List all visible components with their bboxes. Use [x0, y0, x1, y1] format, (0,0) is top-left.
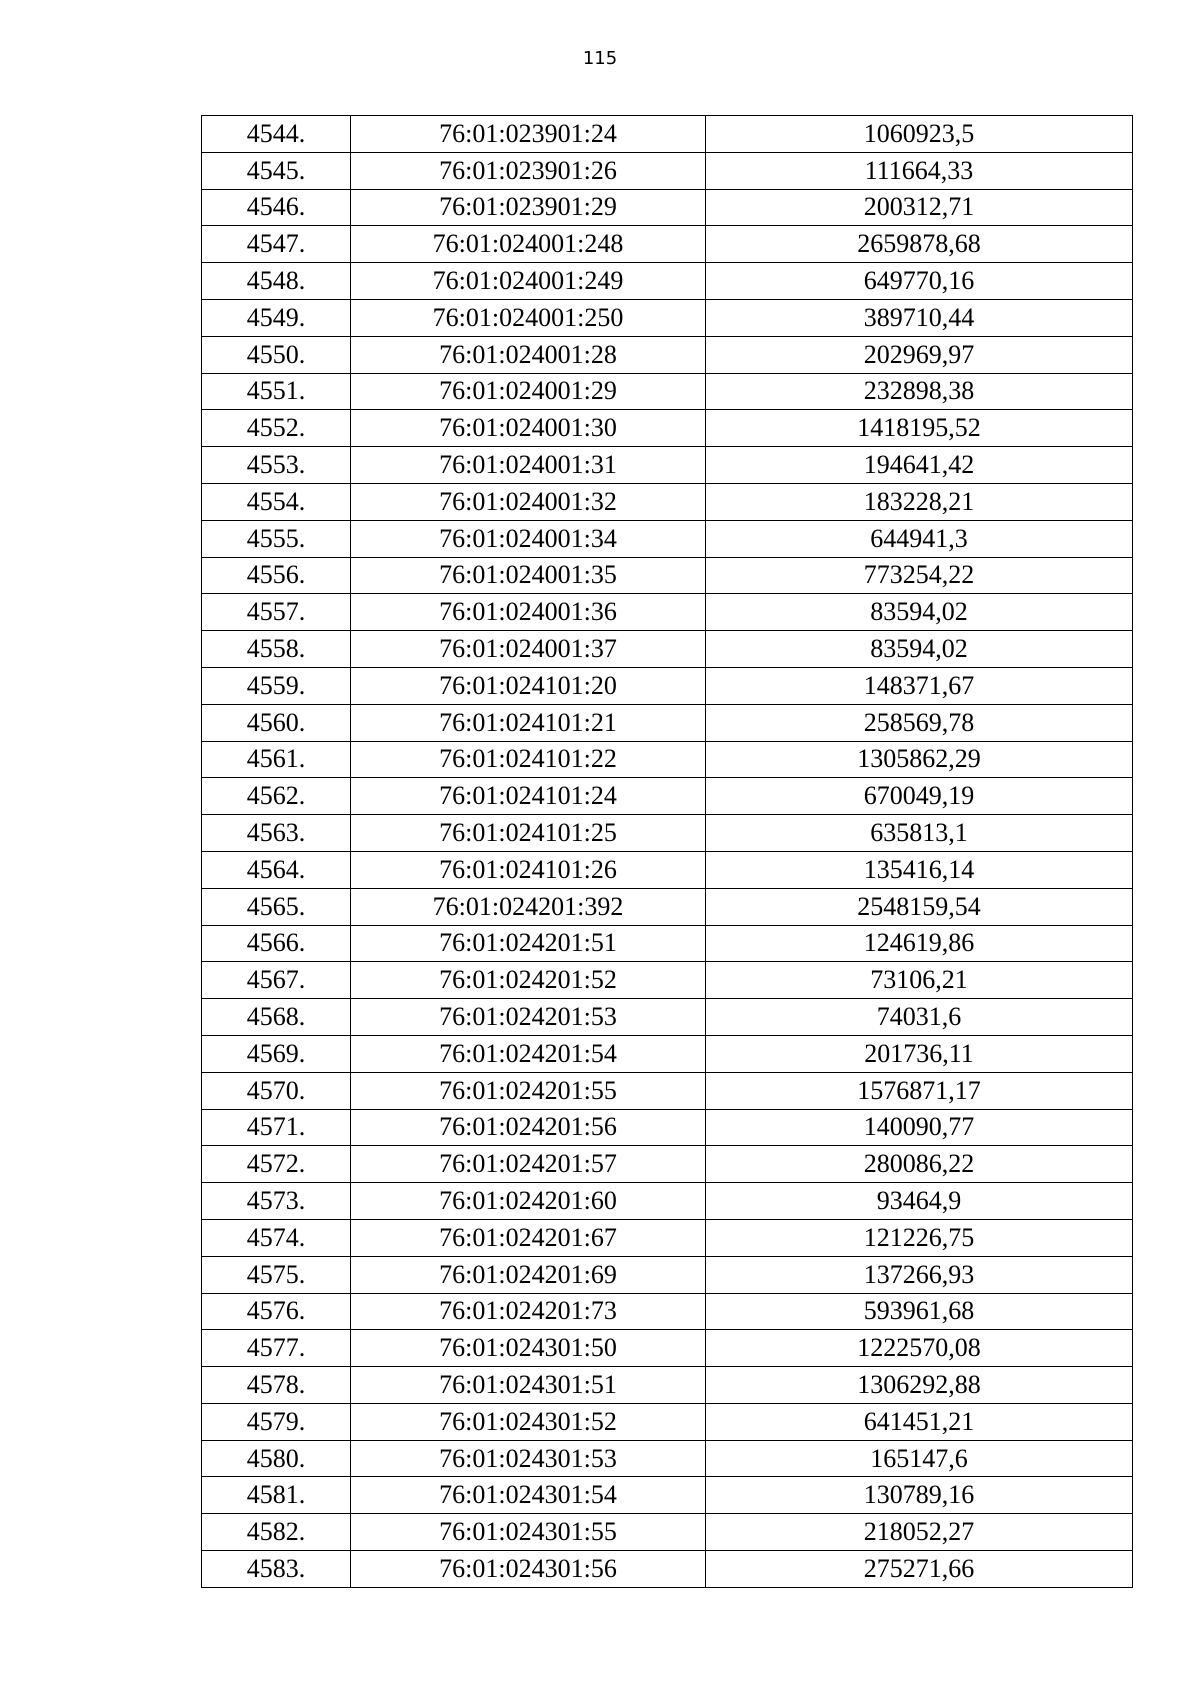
cadastral-number-cell: 76:01:024301:52 [351, 1403, 706, 1440]
table-row [202, 1514, 1133, 1551]
cadastral-value-cell: 644941,3 [706, 520, 1133, 557]
table-row [202, 447, 1133, 484]
cadastral-value-cell: 148371,67 [706, 667, 1133, 704]
row-number-cell: 4563. [202, 815, 351, 852]
cadastral-number-cell: 76:01:024201:55 [351, 1072, 706, 1109]
table-row [202, 410, 1133, 447]
table-body [202, 116, 1133, 1588]
cadastral-number-cell: 76:01:024301:56 [351, 1551, 706, 1588]
cadastral-number-cell: 76:01:024201:392 [351, 888, 706, 925]
cadastral-number-cell: 76:01:024201:57 [351, 1146, 706, 1183]
cadastral-number-cell: 76:01:024101:21 [351, 704, 706, 741]
table-row [202, 336, 1133, 373]
row-number-cell: 4562. [202, 778, 351, 815]
row-number-cell: 4558. [202, 631, 351, 668]
cadastral-number-cell: 76:01:024201:69 [351, 1256, 706, 1293]
table-row [202, 1440, 1133, 1477]
cadastral-value-cell: 111664,33 [706, 152, 1133, 189]
row-number-cell: 4573. [202, 1183, 351, 1220]
cadastral-value-cell: 83594,02 [706, 594, 1133, 631]
cadastral-number-cell: 76:01:024301:51 [351, 1367, 706, 1404]
row-number-cell: 4568. [202, 999, 351, 1036]
table-row [202, 704, 1133, 741]
table-row [202, 299, 1133, 336]
table-row [202, 999, 1133, 1036]
table-row [202, 815, 1133, 852]
cadastral-value-cell: 202969,97 [706, 336, 1133, 373]
table-row [202, 116, 1133, 153]
row-number-cell: 4544. [202, 116, 351, 153]
cadastral-value-cell: 201736,11 [706, 1035, 1133, 1072]
row-number-cell: 4550. [202, 336, 351, 373]
cadastral-value-cell: 593961,68 [706, 1293, 1133, 1330]
cadastral-number-cell: 76:01:024201:73 [351, 1293, 706, 1330]
row-number-cell: 4578. [202, 1367, 351, 1404]
table-row [202, 1035, 1133, 1072]
row-number-cell: 4569. [202, 1035, 351, 1072]
cadastral-number-cell: 76:01:024001:36 [351, 594, 706, 631]
cadastral-value-cell: 1306292,88 [706, 1367, 1133, 1404]
cadastral-value-cell: 200312,71 [706, 189, 1133, 226]
cadastral-number-cell: 76:01:024201:51 [351, 925, 706, 962]
row-number-cell: 4547. [202, 226, 351, 263]
cadastral-number-cell: 76:01:024101:26 [351, 851, 706, 888]
cadastral-number-cell: 76:01:024301:53 [351, 1440, 706, 1477]
table-row [202, 851, 1133, 888]
row-number-cell: 4583. [202, 1551, 351, 1588]
row-number-cell: 4574. [202, 1219, 351, 1256]
row-number-cell: 4549. [202, 299, 351, 336]
cadastral-value-cell: 1305862,29 [706, 741, 1133, 778]
cadastral-value-table [201, 115, 1133, 1588]
table-row [202, 189, 1133, 226]
cadastral-number-cell: 76:01:024201:53 [351, 999, 706, 1036]
row-number-cell: 4559. [202, 667, 351, 704]
cadastral-value-cell: 232898,38 [706, 373, 1133, 410]
table-row [202, 1183, 1133, 1220]
cadastral-value-cell: 641451,21 [706, 1403, 1133, 1440]
cadastral-number-cell: 76:01:024001:248 [351, 226, 706, 263]
cadastral-value-cell: 137266,93 [706, 1256, 1133, 1293]
row-number-cell: 4545. [202, 152, 351, 189]
cadastral-number-cell: 76:01:024301:54 [351, 1477, 706, 1514]
row-number-cell: 4567. [202, 962, 351, 999]
table-row [202, 263, 1133, 300]
cadastral-number-cell: 76:01:024101:22 [351, 741, 706, 778]
table-row [202, 962, 1133, 999]
row-number-cell: 4546. [202, 189, 351, 226]
table-row [202, 1330, 1133, 1367]
table-row [202, 925, 1133, 962]
row-number-cell: 4582. [202, 1514, 351, 1551]
cadastral-value-cell: 773254,22 [706, 557, 1133, 594]
page-number: 115 [582, 48, 618, 69]
cadastral-value-cell: 218052,27 [706, 1514, 1133, 1551]
cadastral-number-cell: 76:01:024201:56 [351, 1109, 706, 1146]
table-row [202, 594, 1133, 631]
cadastral-number-cell: 76:01:024001:250 [351, 299, 706, 336]
row-number-cell: 4553. [202, 447, 351, 484]
cadastral-number-cell: 76:01:024001:32 [351, 483, 706, 520]
cadastral-value-cell: 83594,02 [706, 631, 1133, 668]
cadastral-value-cell: 73106,21 [706, 962, 1133, 999]
cadastral-value-cell: 135416,14 [706, 851, 1133, 888]
table-row [202, 226, 1133, 263]
table-row [202, 1072, 1133, 1109]
cadastral-number-cell: 76:01:023901:26 [351, 152, 706, 189]
row-number-cell: 4571. [202, 1109, 351, 1146]
cadastral-number-cell: 76:01:024001:249 [351, 263, 706, 300]
cadastral-value-cell: 2548159,54 [706, 888, 1133, 925]
row-number-cell: 4561. [202, 741, 351, 778]
cadastral-value-cell: 1222570,08 [706, 1330, 1133, 1367]
table-row [202, 1551, 1133, 1588]
row-number-cell: 4576. [202, 1293, 351, 1330]
row-number-cell: 4580. [202, 1440, 351, 1477]
table-row [202, 373, 1133, 410]
table-row [202, 631, 1133, 668]
cadastral-number-cell: 76:01:024001:30 [351, 410, 706, 447]
row-number-cell: 4552. [202, 410, 351, 447]
cadastral-number-cell: 76:01:024201:67 [351, 1219, 706, 1256]
cadastral-value-cell: 635813,1 [706, 815, 1133, 852]
row-number-cell: 4577. [202, 1330, 351, 1367]
table-row [202, 778, 1133, 815]
cadastral-value-cell: 1060923,5 [706, 116, 1133, 153]
table-row [202, 667, 1133, 704]
cadastral-number-cell: 76:01:024201:54 [351, 1035, 706, 1072]
cadastral-number-cell: 76:01:024201:52 [351, 962, 706, 999]
row-number-cell: 4565. [202, 888, 351, 925]
cadastral-value-cell: 140090,77 [706, 1109, 1133, 1146]
cadastral-value-cell: 1418195,52 [706, 410, 1133, 447]
table-row [202, 1146, 1133, 1183]
cadastral-value-cell: 194641,42 [706, 447, 1133, 484]
cadastral-value-cell: 93464,9 [706, 1183, 1133, 1220]
table-row [202, 152, 1133, 189]
cadastral-value-cell: 280086,22 [706, 1146, 1133, 1183]
cadastral-number-cell: 76:01:024001:35 [351, 557, 706, 594]
table-row [202, 483, 1133, 520]
table-row [202, 741, 1133, 778]
table-row [202, 1219, 1133, 1256]
cadastral-number-cell: 76:01:024101:20 [351, 667, 706, 704]
row-number-cell: 4548. [202, 263, 351, 300]
row-number-cell: 4554. [202, 483, 351, 520]
row-number-cell: 4570. [202, 1072, 351, 1109]
table-row [202, 1109, 1133, 1146]
cadastral-value-cell: 258569,78 [706, 704, 1133, 741]
cadastral-number-cell: 76:01:024301:55 [351, 1514, 706, 1551]
row-number-cell: 4566. [202, 925, 351, 962]
row-number-cell: 4551. [202, 373, 351, 410]
table-row [202, 1293, 1133, 1330]
cadastral-value-cell: 649770,16 [706, 263, 1133, 300]
row-number-cell: 4564. [202, 851, 351, 888]
table-row [202, 557, 1133, 594]
row-number-cell: 4581. [202, 1477, 351, 1514]
cadastral-value-cell: 121226,75 [706, 1219, 1133, 1256]
cadastral-value-cell: 130789,16 [706, 1477, 1133, 1514]
cadastral-number-cell: 76:01:023901:24 [351, 116, 706, 153]
cadastral-value-cell: 275271,66 [706, 1551, 1133, 1588]
cadastral-value-cell: 389710,44 [706, 299, 1133, 336]
table-row [202, 1403, 1133, 1440]
cadastral-value-cell: 74031,6 [706, 999, 1133, 1036]
cadastral-number-cell: 76:01:024001:28 [351, 336, 706, 373]
cadastral-number-cell: 76:01:024101:25 [351, 815, 706, 852]
cadastral-number-cell: 76:01:024301:50 [351, 1330, 706, 1367]
cadastral-number-cell: 76:01:024101:24 [351, 778, 706, 815]
row-number-cell: 4572. [202, 1146, 351, 1183]
table-row [202, 1477, 1133, 1514]
table-row [202, 888, 1133, 925]
cadastral-value-cell: 1576871,17 [706, 1072, 1133, 1109]
cadastral-number-cell: 76:01:024201:60 [351, 1183, 706, 1220]
cadastral-number-cell: 76:01:024001:37 [351, 631, 706, 668]
row-number-cell: 4557. [202, 594, 351, 631]
cadastral-value-cell: 165147,6 [706, 1440, 1133, 1477]
cadastral-number-cell: 76:01:024001:31 [351, 447, 706, 484]
row-number-cell: 4555. [202, 520, 351, 557]
table-row [202, 1256, 1133, 1293]
cadastral-value-cell: 2659878,68 [706, 226, 1133, 263]
cadastral-value-cell: 183228,21 [706, 483, 1133, 520]
row-number-cell: 4556. [202, 557, 351, 594]
row-number-cell: 4575. [202, 1256, 351, 1293]
row-number-cell: 4560. [202, 704, 351, 741]
cadastral-value-cell: 670049,19 [706, 778, 1133, 815]
table-row [202, 1367, 1133, 1404]
cadastral-value-cell: 124619,86 [706, 925, 1133, 962]
row-number-cell: 4579. [202, 1403, 351, 1440]
cadastral-number-cell: 76:01:024001:29 [351, 373, 706, 410]
table-row [202, 520, 1133, 557]
cadastral-number-cell: 76:01:024001:34 [351, 520, 706, 557]
cadastral-number-cell: 76:01:023901:29 [351, 189, 706, 226]
